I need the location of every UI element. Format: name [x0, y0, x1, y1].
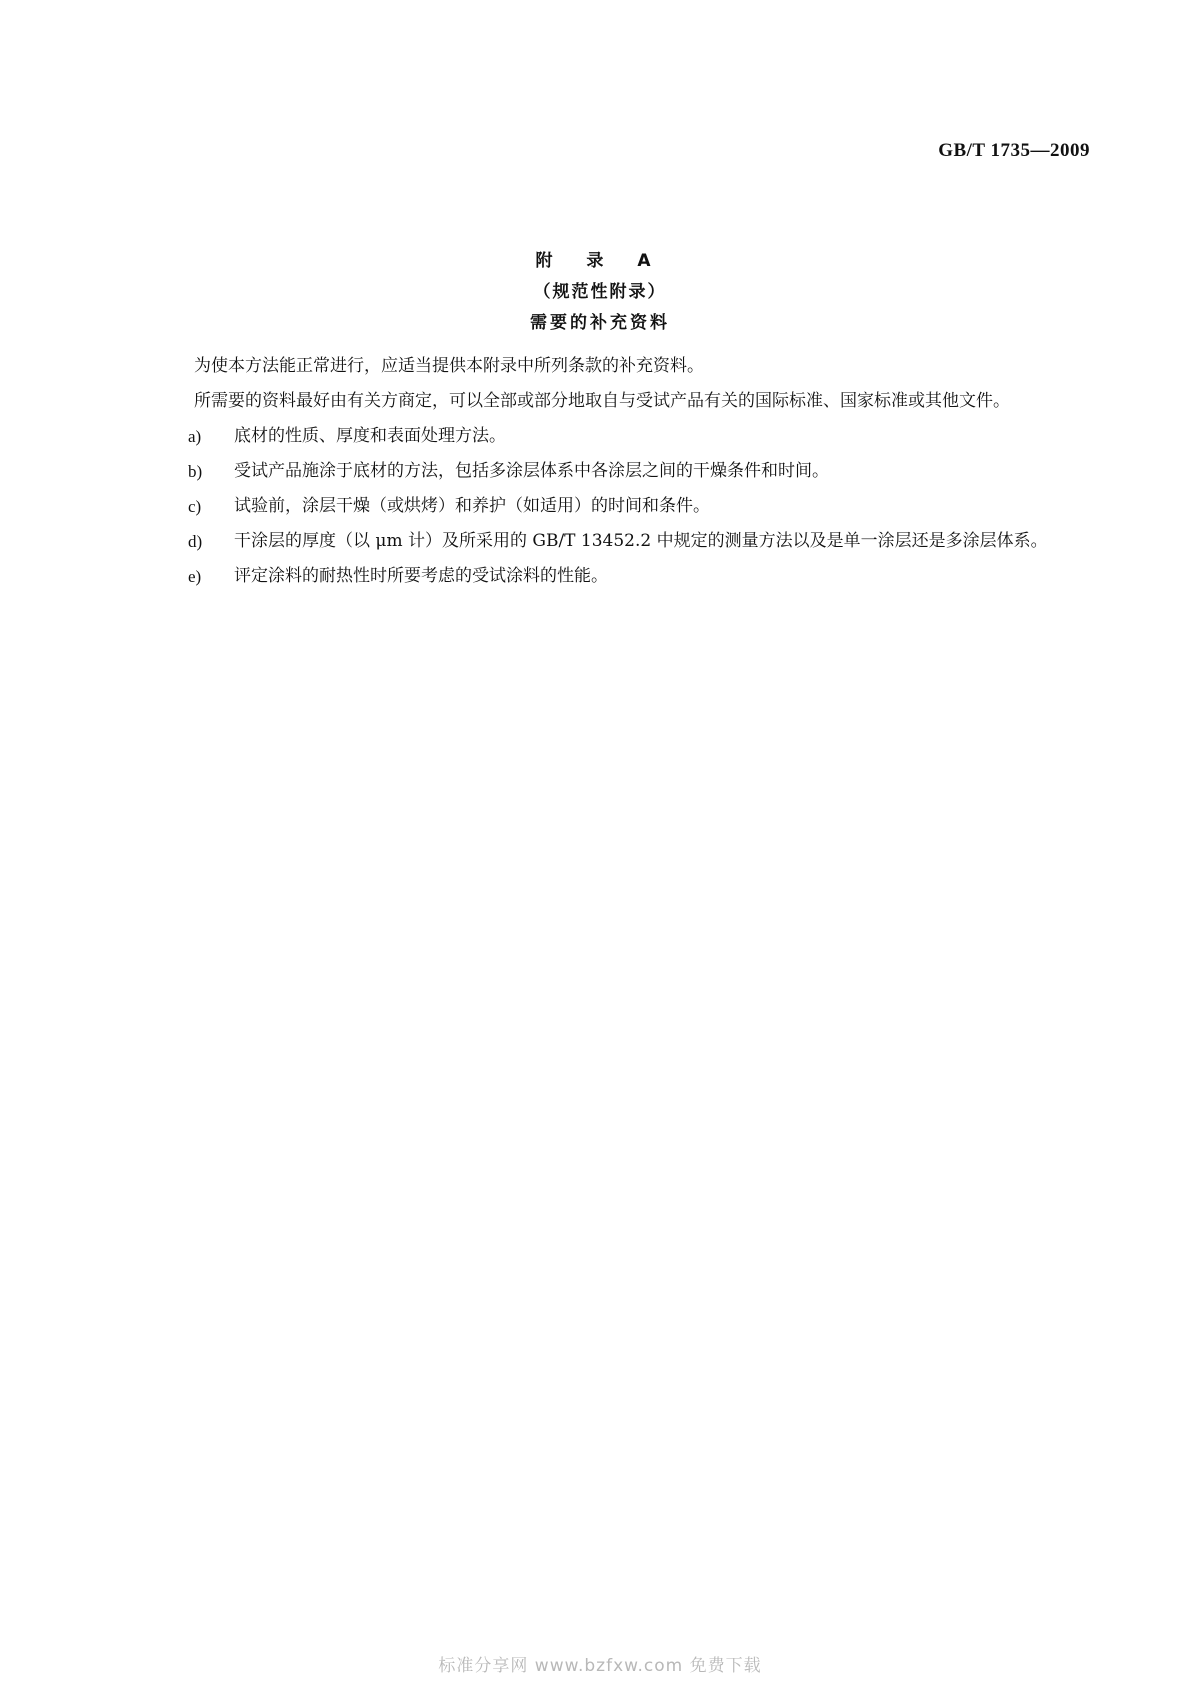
annex-body — [152, 352, 1092, 597]
list-item-text: 评定涂料的耐热性时所要考虑的受试涂料的性能。 — [234, 566, 608, 586]
list-item-text: 底材的性质、厚度和表面处理方法。 — [234, 426, 506, 446]
annex-type: （规范性附录） — [533, 282, 667, 302]
list-item — [152, 527, 1092, 556]
paragraph-sources: 所需要的资料最好由有关方商定，可以全部或部分地取自与受试产品有关的国际标准、国家标准或其他文件。 — [194, 391, 1010, 411]
list-item — [152, 492, 1092, 521]
list-item-text: 干涂层的厚度（以 μm 计）及所采用的 GB/T 13452.2 中规定的测量方法以及是单一涂层还是多涂层体系。 — [234, 531, 1048, 551]
list-marker: d) — [188, 532, 203, 551]
standard-code: GB/T 1735—2009 — [938, 140, 1090, 161]
list-item-text: 受试产品施涂于底材的方法，包括多涂层体系中各涂层之间的干燥条件和时间。 — [234, 461, 829, 481]
list-item — [152, 422, 1092, 451]
list-item-text: 试验前，涂层干燥（或烘烤）和养护（如适用）的时间和条件。 — [234, 496, 710, 516]
footer-watermark: 标准分享网 www.bzfxw.com 免费下载 — [438, 1656, 762, 1676]
list-item — [152, 562, 1092, 591]
list-marker: e) — [188, 567, 202, 586]
requirement-list — [152, 422, 1092, 591]
paragraph-intro: 为使本方法能正常进行，应适当提供本附录中所列条款的补充资料。 — [194, 356, 704, 376]
list-item — [152, 457, 1092, 486]
annex-label: 附 录 A — [535, 251, 665, 271]
list-marker: b) — [188, 462, 203, 481]
list-marker: a) — [188, 427, 202, 446]
annex-title: 需要的补充资料 — [530, 313, 670, 333]
list-marker: c) — [188, 497, 202, 516]
